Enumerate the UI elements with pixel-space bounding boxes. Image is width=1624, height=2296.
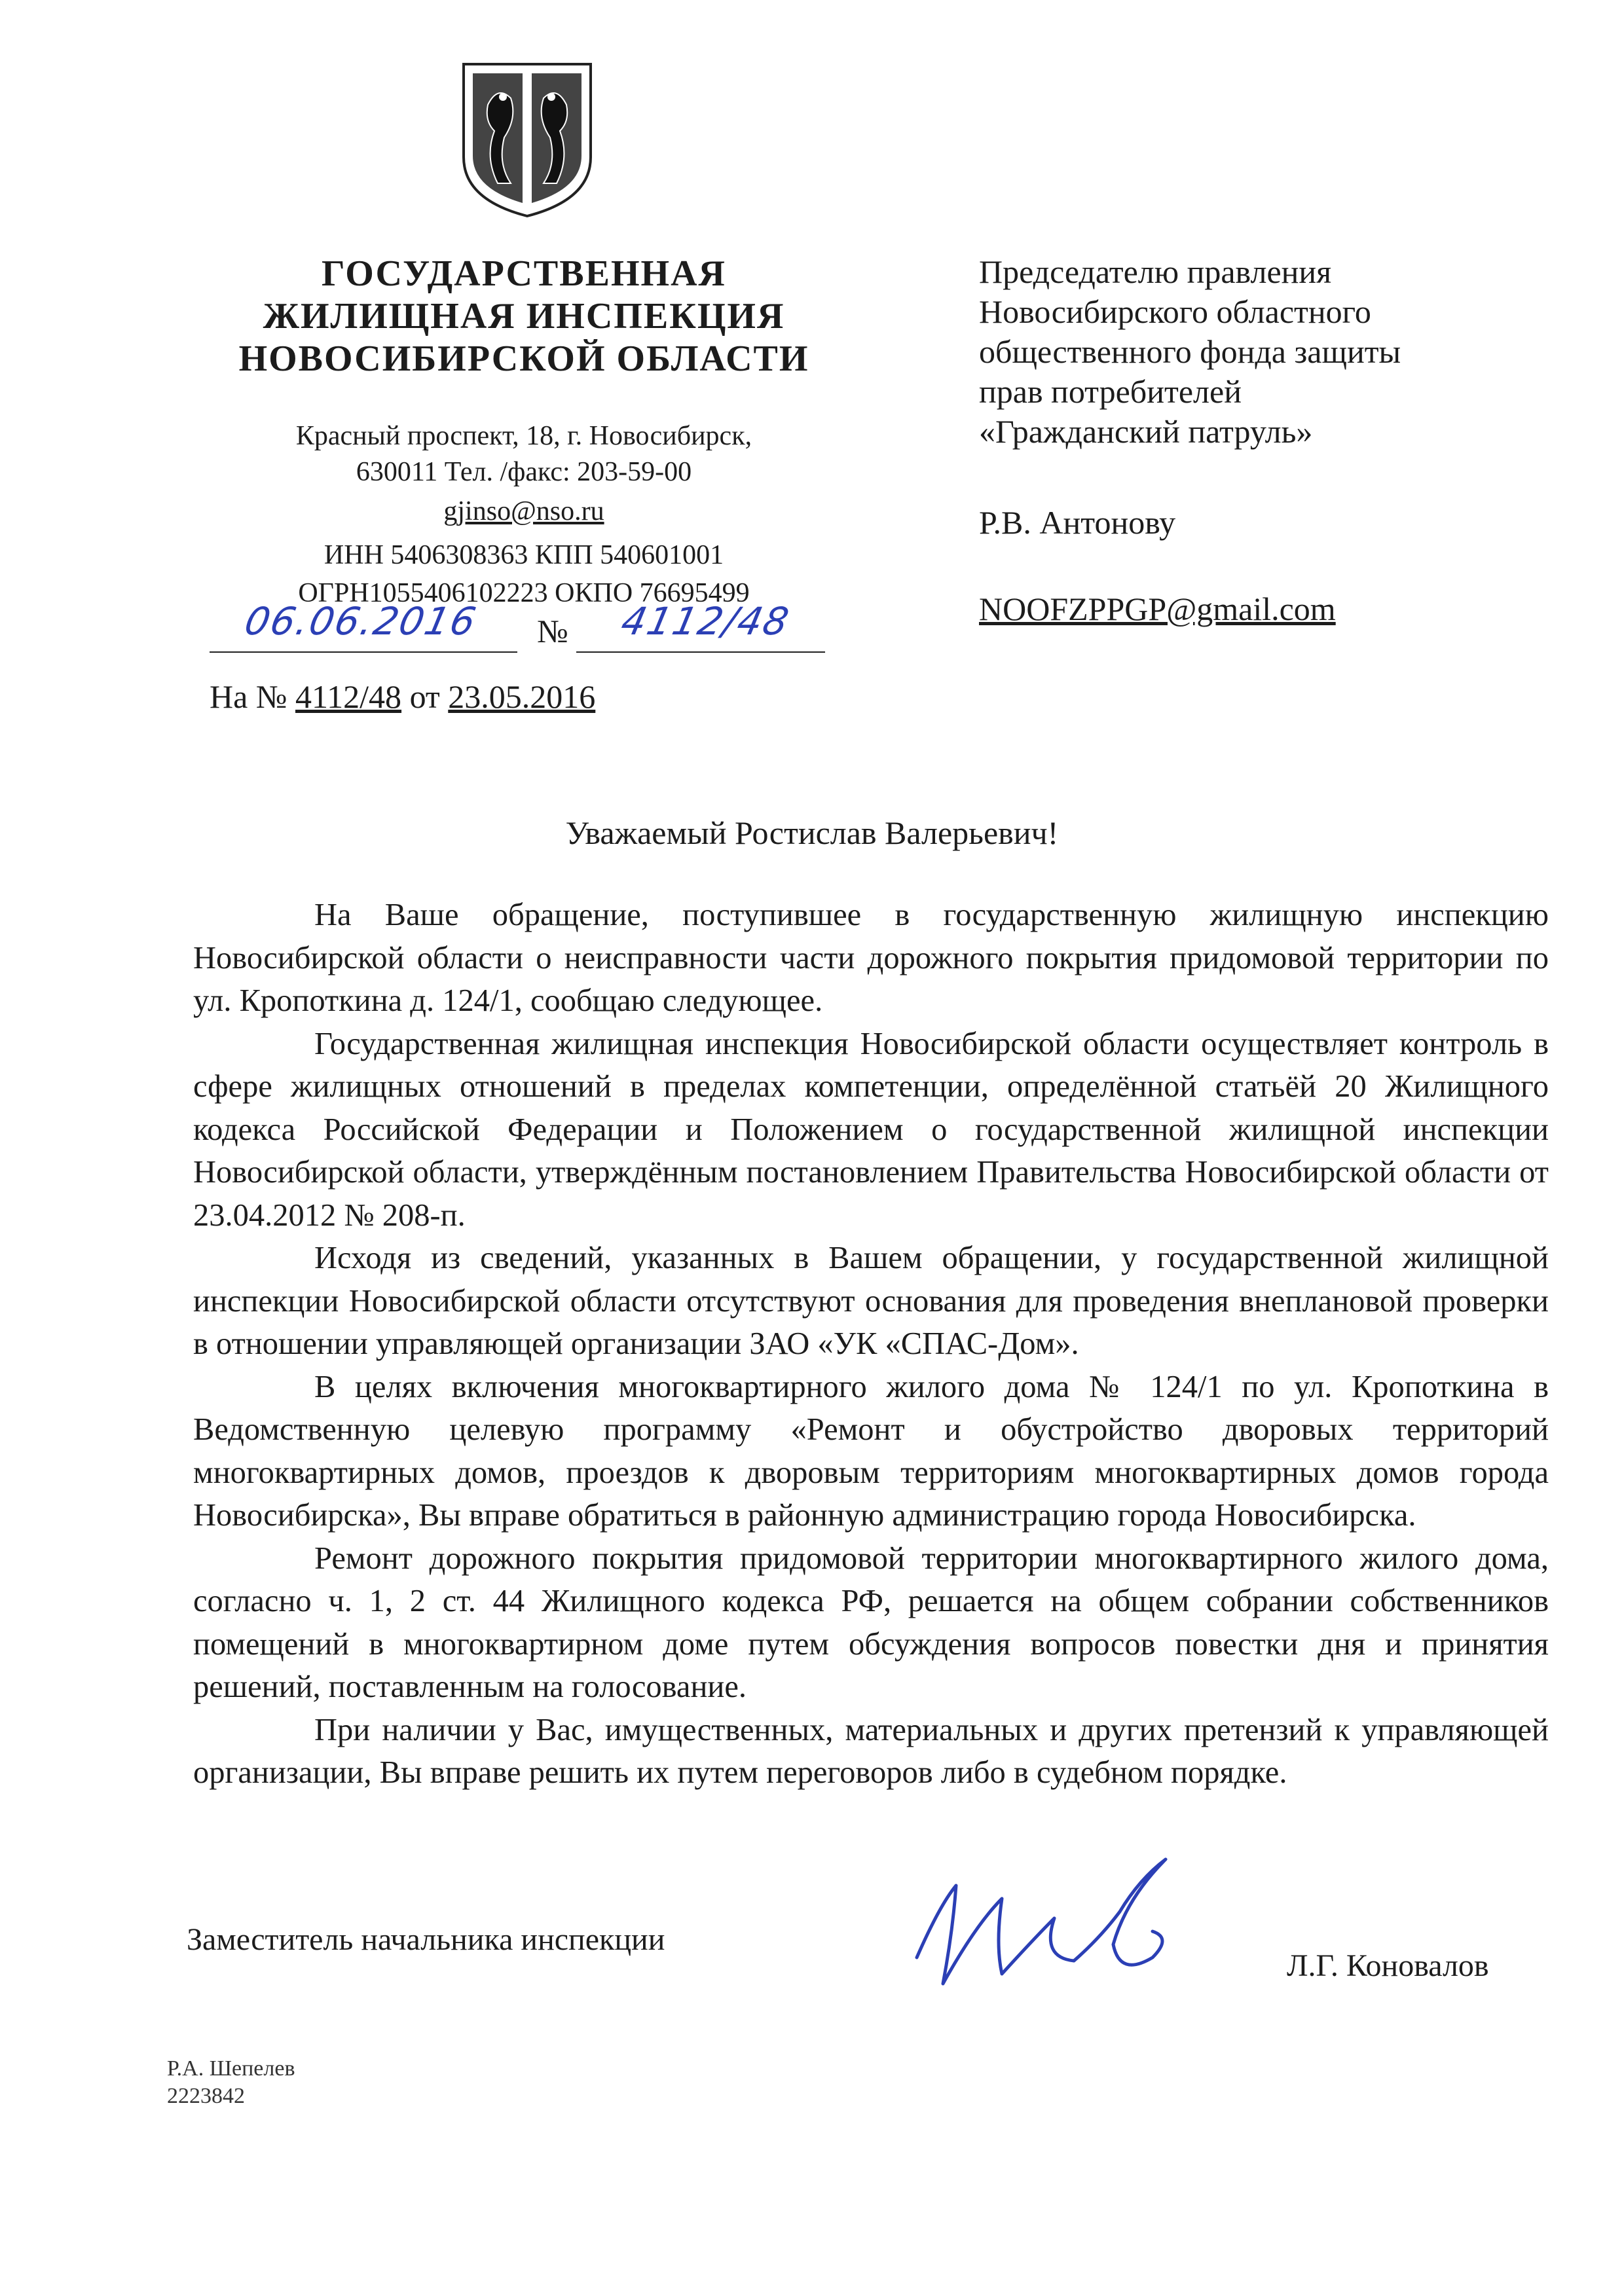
paragraph-4: В целях включения многоквартирного жилого дома № 124/1 по ул. Кропоткина в Ведомственную целевую программу «Ремонт и обустройство дворовых территорий многоквартирных домов, проездов к дворовым территориям многоквартирных домов города Новосибирска», Вы вправе обратиться в районную администрацию города Новосибирска. xyxy=(193,1369,1549,1533)
reg-number-handwritten: 4112/48 xyxy=(617,599,794,644)
org-name-line3: НОВОСИБИРСКОЙ ОБЛАСТИ xyxy=(238,338,809,379)
executor-phone: 2223842 xyxy=(167,2084,245,2108)
address-line2: 630011 Тел. /факс: 203-59-00 xyxy=(356,457,692,487)
email-row xyxy=(196,494,851,528)
letter-body xyxy=(193,894,1549,1795)
recipient-line3: общественного фонда защиты xyxy=(979,333,1401,370)
signer-title: Заместитель начальника инспекции xyxy=(187,1922,665,1957)
address-line1: Красный проспект, 18, г. Новосибирск, xyxy=(295,421,752,451)
paragraph-1: На Ваше обращение, поступившее в государственную жилищную инспекцию Новосибирской области о неисправности части дорожного покрытия придомовой территории по ул. Кропоткина д. 124/1, сообщаю следующее. xyxy=(193,898,1549,1018)
reply-date: 23.05.2016 xyxy=(448,678,596,715)
reply-reference xyxy=(210,678,595,716)
paragraph-3: Исходя из сведений, указанных в Вашем обращении, у государственной жилищной инспекции Новосибирской области отсутствуют основания для проведения внеплановой проверки в отношении управляющей организации ЗАО «УК «СПАС-Дом». xyxy=(193,1241,1549,1361)
reg-number-line xyxy=(576,651,825,653)
recipient-email-row xyxy=(979,589,1568,629)
handwritten-signature xyxy=(904,1846,1205,1997)
coat-of-arms-emblem xyxy=(458,59,596,219)
recipient-email-link[interactable]: NOOFZPPGP@gmail.com xyxy=(979,591,1336,627)
reply-prefix: На № xyxy=(210,678,287,715)
reg-date-handwritten: 06.06.2016 xyxy=(240,599,481,644)
paragraph-6: При наличии у Вас, имущественных, материальных и других претензий к управляющей организации, Вы вправе решить их путем переговоров либо в судебном порядке. xyxy=(193,1712,1549,1790)
paragraph-2: Государственная жилищная инспекция Новосибирской области осуществляет контроль в сфере жилищных отношений в пределах компетенции, определённой статьёй 20 Жилищного кодекса Российской Федерации и Положением о государственной жилищной инспекции Новосибирской области, утверждённым постановлением Правительства Новосибирской области от 23.04.2012 № 208-п. xyxy=(193,1026,1549,1233)
org-email-link[interactable]: gjinso@nso.ru xyxy=(443,496,604,526)
reg-date-line xyxy=(210,651,517,653)
recipient-line4: прав потребителей xyxy=(979,373,1242,410)
org-name-line2: ЖИЛИЩНАЯ ИНСПЕКЦИЯ xyxy=(263,296,785,337)
ogrn-okpo: ОГРН1055406102223 ОКПО 76695499 xyxy=(298,578,750,608)
number-sign: № xyxy=(537,613,568,649)
signer-name: Л.Г. Коновалов xyxy=(1287,1948,1489,1983)
salutation: Уважаемый Ростислав Валерьевич! xyxy=(565,814,1059,851)
executor-name: Р.А. Шепелев xyxy=(167,2056,295,2081)
org-name-line1: ГОСУДАРСТВЕННАЯ xyxy=(322,253,726,294)
recipient-line5: «Гражданский патруль» xyxy=(979,413,1313,450)
recipient-line1: Председателю правления xyxy=(979,253,1332,290)
inn-kpp: ИНН 5406308363 КПП 540601001 xyxy=(323,540,724,570)
paragraph-5: Ремонт дорожного покрытия придомовой территории многоквартирного жилого дома, согласно ч. 1, 2 ст. 44 Жилищного кодекса РФ, решается на общем собрании собственников помещений в многоквартирном доме путем обсуждения вопросов повестки дня и принятия решений, поставленным на голосование. xyxy=(193,1540,1549,1704)
recipient-name: Р.В. Антонову xyxy=(979,504,1176,541)
recipient-line2: Новосибирского областного xyxy=(979,293,1371,330)
reply-number: 4112/48 xyxy=(295,678,402,715)
reply-from: от xyxy=(409,678,440,715)
